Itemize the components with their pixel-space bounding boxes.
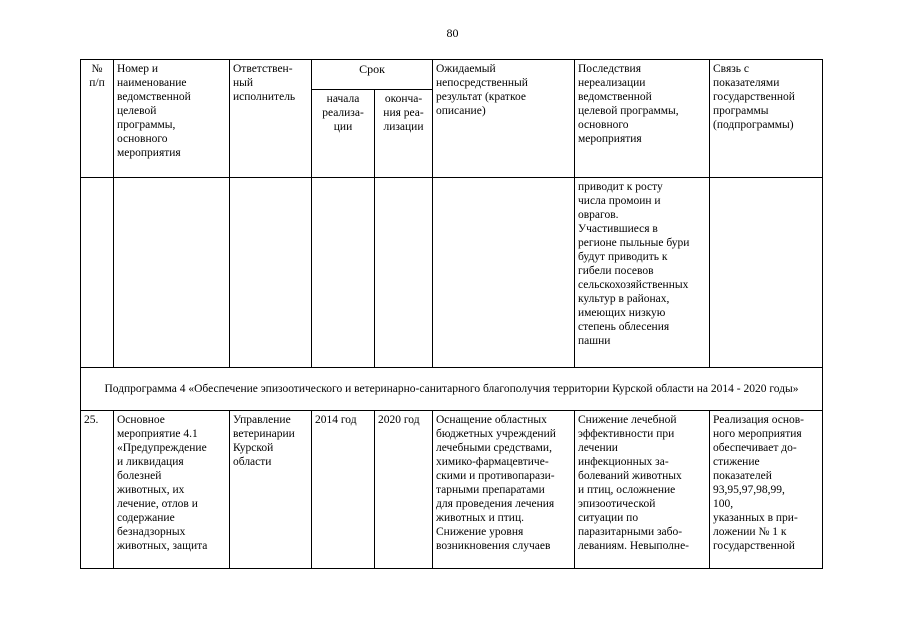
subprogram-row [81,368,823,411]
row-25-responsible: Управление ветеринарии Курской области [230,411,312,569]
header-name: Номер и наименование ведомственной целевой программы, основного мероприятия [114,60,230,178]
header-term-end: оконча- ния реа- лизации [375,90,433,178]
header-responsible: Ответствен- ный исполнитель [230,60,312,178]
row-25-start: 2014 год [312,411,375,569]
program-table [80,59,823,569]
continuation-consequences: приводит к росту числа промоин и оврагов. Участившиеся в регионе пыльные бури будут приводить к гибели посевов сельскохозяйственных культур в районах, имеющих низкую степень облесения пашни [575,178,710,368]
table-row [81,411,823,569]
row-25-result: Оснащение областных бюджетных учреждений лечебными средствами, химико-фармацевтиче- скими и противопарази- тарными препаратами для проведения лечения животных и птиц. Снижение уровня возникновения случаев [433,411,575,569]
row-25-consequences: Снижение лечебной эффективности при лечении инфекционных за- болеваний животных и птиц, осложнение эпизоотической ситуации по паразитарными забо- леваниям. Невыполне- [575,411,710,569]
row-25-name: Основное мероприятие 4.1 «Предупреждение и ликвидация болезней животных, их лечение, отлов и содержание безнадзорных животных, защита [114,411,230,569]
row-25-end: 2020 год [375,411,433,569]
header-num: № п/п [81,60,114,178]
header-term-start: начала реализа- ции [312,90,375,178]
header-row [81,60,823,90]
header-term: Срок [312,60,433,90]
header-consequences: Последствия нереализации ведомственной целевой программы, основного мероприятия [575,60,710,178]
row-25-link: Реализация основ- ного мероприятия обеспечивает до- стижение показателей 93,95,97,98,99, 100, указанных в при- ложении № 1 к государственной [710,411,823,569]
header-link: Связь с показателями государственной программы (подпрограммы) [710,60,823,178]
subprogram-title: Подпрограмма 4 «Обеспечение эпизоотического и ветеринарно-санитарного благополучия территории Курской области на 2014 - 2020 годы» [81,368,823,411]
header-result: Ожидаемый непосредственный результат (краткое описание) [433,60,575,178]
page-number: 80 [446,26,459,40]
continuation-row [81,178,823,368]
row-25-num: 25. [81,411,114,569]
